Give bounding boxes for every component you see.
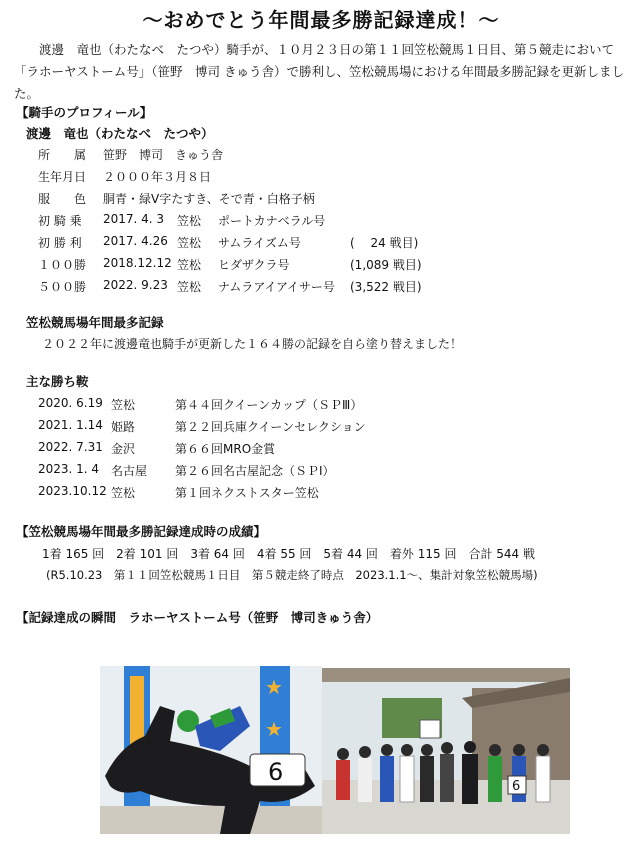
record-date: 2017. 4. 3	[103, 212, 165, 226]
page-title: ～おめでとう年間最多勝記録達成！～	[142, 8, 500, 32]
results-note: (R5.10.23 第１１回笠松競馬１日目 第５競走終了時点 2023.1.1～、集計対象笠松競馬場)	[46, 568, 538, 582]
finish-photo-illustration	[100, 666, 322, 834]
row-value: 笹野 博司 きゅう舎	[103, 148, 224, 162]
profile-heading: 【騎手のプロフィール】	[16, 105, 153, 120]
win-course: 笠松	[111, 398, 136, 412]
record-note: (3,522 戦目)	[350, 280, 422, 294]
finish-photo	[100, 666, 322, 834]
win-course: 名古屋	[111, 464, 148, 478]
record-label: ５００勝	[38, 280, 87, 294]
moment-heading: 【記録達成の瞬間 ラホーヤストーム号（笹野 博司きゅう舎）	[16, 610, 379, 625]
win-date: 2023. 1. 4	[38, 462, 100, 476]
wins-heading: 主な勝ち鞍	[26, 374, 89, 389]
record-course: 笠松	[177, 258, 202, 272]
annual-text: ２０２２年に渡邊竜也騎手が更新した１６４勝の記録を自ら塗り替えました！	[42, 337, 463, 351]
svg-text:★: ★	[265, 717, 283, 741]
jockey-name: 渡邊 竜也（わたなべ たつや）	[26, 126, 214, 141]
results-heading: 【笠松競馬場年間最多勝記録達成時の成績】	[16, 524, 267, 539]
record-horse: ヒダザクラ号	[218, 258, 290, 272]
record-date: 2022. 9.23	[103, 278, 168, 292]
group-photo	[322, 668, 570, 834]
record-note: ( 24 戦目)	[350, 236, 419, 250]
record-note: (1,089 戦目)	[350, 258, 422, 272]
record-horse: ナムラアイアイサー号	[218, 280, 335, 294]
group-photo-illustration	[322, 668, 570, 834]
record-course: 笠松	[177, 280, 202, 294]
annual-heading: 笠松競馬場年間最多記録	[26, 315, 164, 330]
win-race: 第２６回名古屋記念（ＳＰⅠ）	[175, 464, 335, 478]
win-date: 2022. 7.31	[38, 440, 103, 454]
win-course: 金沢	[111, 442, 136, 456]
row-value: 胴青・緑V字たすき、そで青・白格子柄	[103, 192, 315, 206]
record-course: 笠松	[177, 236, 202, 250]
record-course: 笠松	[177, 214, 202, 228]
svg-text:★: ★	[265, 675, 283, 699]
win-race: 第６６回MRO金賞	[175, 442, 276, 456]
record-horse: ポートカナベラル号	[218, 214, 326, 228]
svg-text:6: 6	[268, 758, 284, 786]
svg-text:6: 6	[512, 779, 521, 794]
win-date: 2021. 1.14	[38, 418, 103, 432]
row-label: 所 属	[38, 148, 87, 162]
record-date: 2017. 4.26	[103, 234, 168, 248]
record-horse: サムライズム号	[218, 236, 301, 250]
win-course: 笠松	[111, 486, 136, 500]
record-date: 2018.12.12	[103, 256, 172, 270]
win-date: 2023.10.12	[38, 484, 107, 498]
record-label: 初 騎 乗	[38, 214, 82, 228]
results-line: 1着 165 回 2着 101 回 3着 64 回 4着 55 回 5着 44 回 着外 115 回 合計 544 戦	[42, 547, 536, 561]
record-label: １００勝	[38, 258, 87, 272]
intro-paragraph: 渡邊 竜也（わたなべ たつや）騎手が、１０月２３日の第１１回笠松競馬１日目、第５競走において「ラホーヤストーム号」（笹野 博司 きゅう舎）で勝利し、笠松競馬場における年間最多勝記録を更新しました。	[14, 42, 624, 101]
record-label: 初 勝 利	[38, 236, 82, 250]
row-label: 生年月日	[38, 170, 87, 184]
win-race: 第４４回クイーンカップ（ＳＰⅢ）	[175, 398, 363, 412]
win-course: 姫路	[111, 420, 136, 434]
row-label: 服 色	[38, 192, 87, 206]
win-race: 第１回ネクストスター笠松	[175, 486, 319, 500]
row-value: ２０００年３月８日	[103, 170, 212, 184]
win-date: 2020. 6.19	[38, 396, 103, 410]
win-race: 第２２回兵庫クイーンセレクション	[175, 420, 366, 434]
